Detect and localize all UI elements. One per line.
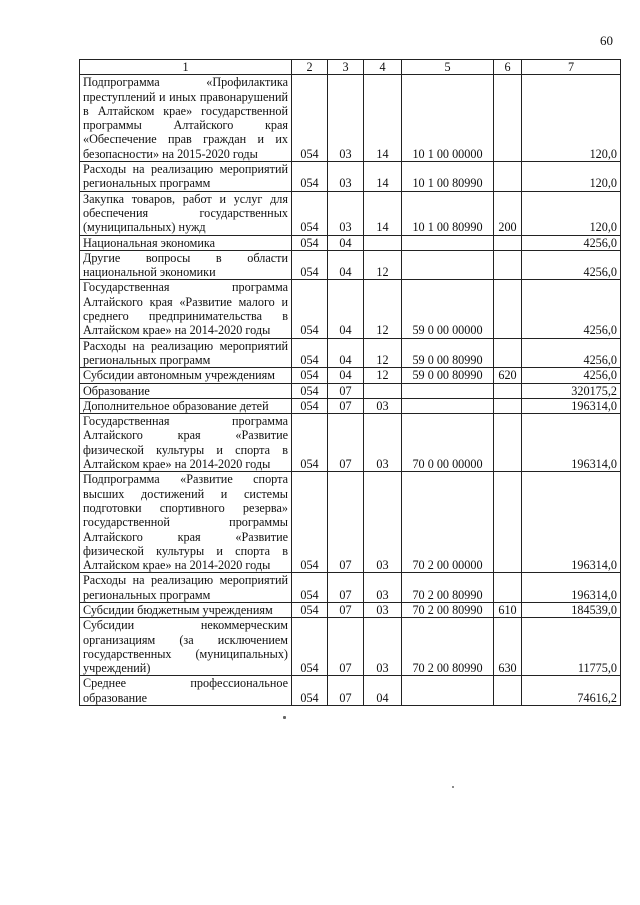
cell-subsection: 03 [364, 398, 402, 413]
cell-amount: 4256,0 [522, 338, 621, 368]
cell-section: 07 [328, 618, 364, 676]
column-header: 1 [80, 60, 292, 75]
cell-section: 07 [328, 383, 364, 398]
cell-admin-code: 054 [292, 414, 328, 472]
cell-admin-code: 054 [292, 676, 328, 706]
cell-target-article: 59 0 00 00000 [402, 280, 494, 338]
scan-speck [452, 786, 454, 788]
item-name: Расходы на реализацию мероприятий региональных программ [80, 162, 292, 192]
cell-target-article: 10 1 00 80990 [402, 162, 494, 192]
cell-amount: 184539,0 [522, 602, 621, 617]
item-name: Среднее профессиональное образование [80, 676, 292, 706]
cell-expense-type: 200 [494, 191, 522, 235]
cell-admin-code: 054 [292, 368, 328, 383]
table-row [80, 676, 621, 706]
cell-subsection: 03 [364, 602, 402, 617]
cell-expense-type [494, 573, 522, 603]
table-row [80, 162, 621, 192]
cell-target-article [402, 383, 494, 398]
item-name: Дополнительное образование детей [80, 398, 292, 413]
cell-target-article [402, 398, 494, 413]
item-name: Государственная программа Алтайского края «Развитие физической культуры и спорта в Алтайском крае» на 2014-2020 годы [80, 414, 292, 472]
cell-amount: 196314,0 [522, 472, 621, 573]
cell-subsection: 12 [364, 338, 402, 368]
item-name: Другие вопросы в области национальной экономики [80, 250, 292, 280]
cell-expense-type: 610 [494, 602, 522, 617]
item-name: Образование [80, 383, 292, 398]
cell-amount: 4256,0 [522, 280, 621, 338]
cell-admin-code: 054 [292, 618, 328, 676]
cell-subsection: 03 [364, 618, 402, 676]
cell-amount: 4256,0 [522, 250, 621, 280]
cell-section: 04 [328, 250, 364, 280]
scan-speck [283, 716, 286, 719]
cell-expense-type [494, 280, 522, 338]
cell-target-article [402, 250, 494, 280]
cell-subsection: 12 [364, 280, 402, 338]
cell-admin-code: 054 [292, 75, 328, 162]
cell-section: 04 [328, 368, 364, 383]
cell-target-article: 70 2 00 80990 [402, 618, 494, 676]
cell-section: 07 [328, 573, 364, 603]
cell-section: 07 [328, 398, 364, 413]
cell-amount: 196314,0 [522, 573, 621, 603]
cell-amount: 120,0 [522, 75, 621, 162]
cell-amount: 4256,0 [522, 235, 621, 250]
table-row [80, 280, 621, 338]
cell-subsection: 12 [364, 250, 402, 280]
table-row [80, 235, 621, 250]
cell-amount: 196314,0 [522, 414, 621, 472]
cell-expense-type [494, 235, 522, 250]
column-header: 3 [328, 60, 364, 75]
cell-admin-code: 054 [292, 338, 328, 368]
cell-amount: 120,0 [522, 162, 621, 192]
column-header: 2 [292, 60, 328, 75]
item-name: Субсидии автономным учреждениям [80, 368, 292, 383]
table-row [80, 618, 621, 676]
column-header: 7 [522, 60, 621, 75]
cell-target-article: 59 0 00 80990 [402, 338, 494, 368]
item-name: Расходы на реализацию мероприятий региональных программ [80, 338, 292, 368]
cell-admin-code: 054 [292, 250, 328, 280]
cell-section: 07 [328, 602, 364, 617]
table-row [80, 338, 621, 368]
cell-target-article: 10 1 00 00000 [402, 75, 494, 162]
cell-admin-code: 054 [292, 472, 328, 573]
table-row [80, 383, 621, 398]
cell-admin-code: 054 [292, 398, 328, 413]
cell-subsection: 04 [364, 676, 402, 706]
cell-subsection: 03 [364, 573, 402, 603]
cell-target-article: 70 2 00 00000 [402, 472, 494, 573]
cell-admin-code: 054 [292, 602, 328, 617]
cell-subsection: 03 [364, 472, 402, 573]
table-row [80, 602, 621, 617]
cell-target-article: 70 0 00 00000 [402, 414, 494, 472]
cell-admin-code: 054 [292, 280, 328, 338]
cell-section: 04 [328, 280, 364, 338]
cell-expense-type [494, 472, 522, 573]
item-name: Подпрограмма «Профилактика преступлений и иных правонарушений в Алтайском крае» государственной программы Алтайского края «Обеспечение прав граждан и их безопасности» на 2015-2020 годы [80, 75, 292, 162]
table-row [80, 398, 621, 413]
cell-expense-type [494, 398, 522, 413]
cell-admin-code: 054 [292, 573, 328, 603]
page-number: 60 [600, 33, 613, 48]
cell-subsection: 14 [364, 162, 402, 192]
cell-amount: 196314,0 [522, 398, 621, 413]
cell-amount: 4256,0 [522, 368, 621, 383]
cell-section: 03 [328, 162, 364, 192]
item-name: Расходы на реализацию мероприятий региональных программ [80, 573, 292, 603]
cell-subsection: 14 [364, 75, 402, 162]
cell-section: 07 [328, 414, 364, 472]
cell-admin-code: 054 [292, 162, 328, 192]
cell-expense-type [494, 250, 522, 280]
cell-subsection [364, 235, 402, 250]
item-name: Субсидии некоммерческим организациям (за исключением государственных (муниципальных) учреждений) [80, 618, 292, 676]
column-header: 5 [402, 60, 494, 75]
cell-subsection: 14 [364, 191, 402, 235]
item-name: Субсидии бюджетным учреждениям [80, 602, 292, 617]
item-name: Подпрограмма «Развитие спорта высших достижений и системы подготовки спортивного резерва» государственной программы Алтайского края «Развитие физической культуры и спорта в Алтайском крае» на 2014-2020 годы [80, 472, 292, 573]
cell-target-article [402, 235, 494, 250]
cell-amount: 320175,2 [522, 383, 621, 398]
cell-expense-type: 630 [494, 618, 522, 676]
cell-section: 07 [328, 472, 364, 573]
cell-target-article: 70 2 00 80990 [402, 602, 494, 617]
cell-subsection: 12 [364, 368, 402, 383]
cell-expense-type [494, 75, 522, 162]
table-row [80, 75, 621, 162]
cell-amount: 120,0 [522, 191, 621, 235]
cell-subsection: 03 [364, 414, 402, 472]
item-name: Закупка товаров, работ и услуг для обеспечения государственных (муниципальных) нужд [80, 191, 292, 235]
cell-section: 03 [328, 191, 364, 235]
cell-expense-type: 620 [494, 368, 522, 383]
table-row [80, 250, 621, 280]
cell-expense-type [494, 162, 522, 192]
column-header: 6 [494, 60, 522, 75]
cell-section: 03 [328, 75, 364, 162]
cell-expense-type [494, 383, 522, 398]
cell-expense-type [494, 414, 522, 472]
cell-expense-type [494, 338, 522, 368]
table-row [80, 414, 621, 472]
cell-amount: 11775,0 [522, 618, 621, 676]
cell-target-article: 70 2 00 80990 [402, 573, 494, 603]
column-header: 4 [364, 60, 402, 75]
cell-target-article: 10 1 00 80990 [402, 191, 494, 235]
cell-admin-code: 054 [292, 191, 328, 235]
cell-subsection [364, 383, 402, 398]
cell-admin-code: 054 [292, 235, 328, 250]
item-name: Национальная экономика [80, 235, 292, 250]
table-row [80, 191, 621, 235]
cell-amount: 74616,2 [522, 676, 621, 706]
cell-section: 04 [328, 235, 364, 250]
budget-table [79, 59, 621, 706]
cell-target-article [402, 676, 494, 706]
cell-section: 07 [328, 676, 364, 706]
table-row [80, 472, 621, 573]
cell-section: 04 [328, 338, 364, 368]
table-row [80, 573, 621, 603]
cell-expense-type [494, 676, 522, 706]
item-name: Государственная программа Алтайского края «Развитие малого и среднего предпринимательства в Алтайском крае» на 2014-2020 годы [80, 280, 292, 338]
header-row [80, 60, 621, 75]
cell-admin-code: 054 [292, 383, 328, 398]
cell-target-article: 59 0 00 80990 [402, 368, 494, 383]
table-row [80, 368, 621, 383]
